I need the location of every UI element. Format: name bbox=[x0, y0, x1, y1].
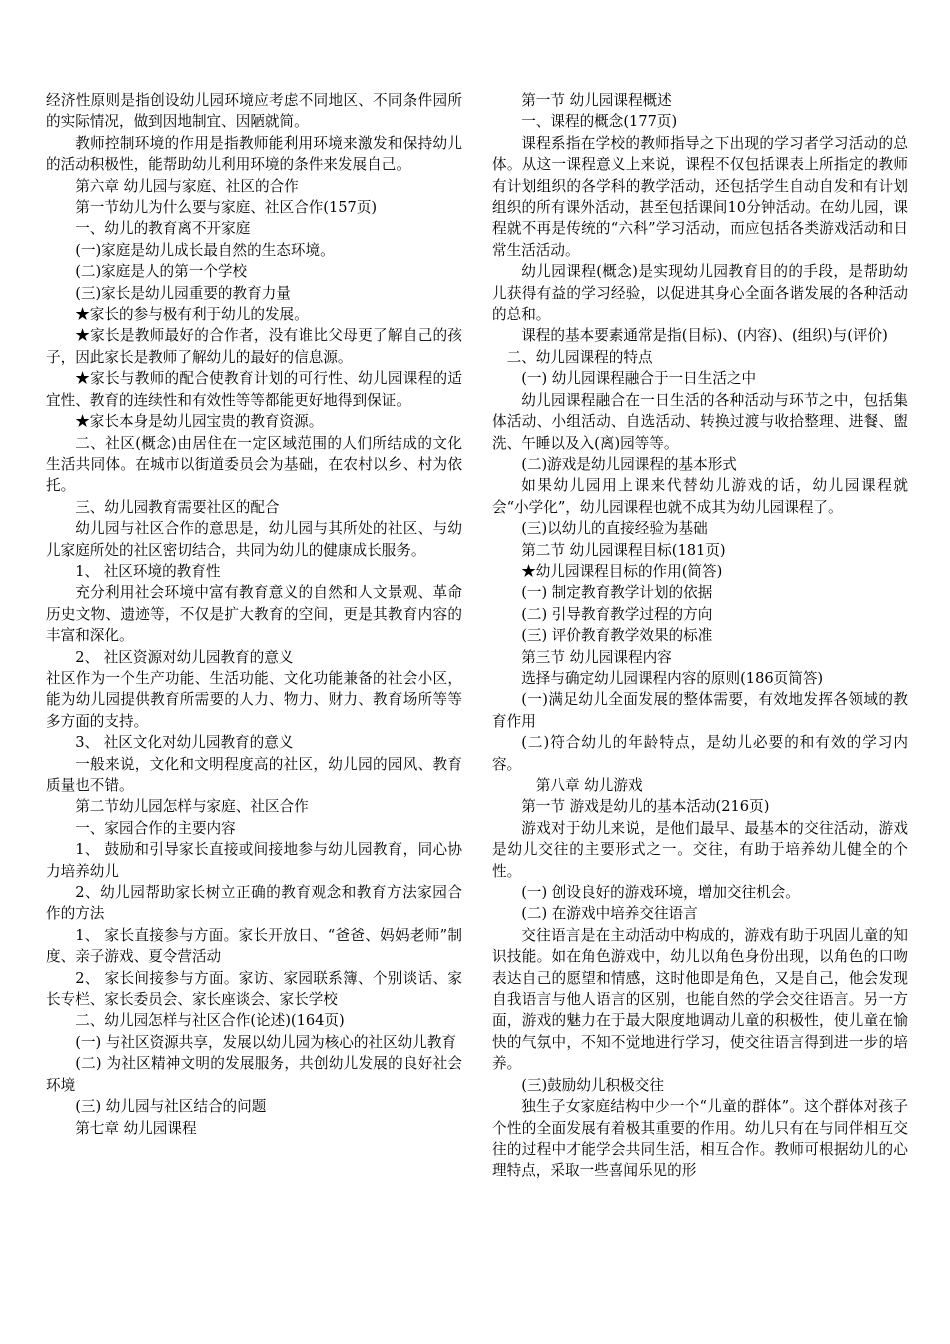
paragraph: 如果幼儿园用上课来代替幼儿游戏的话，幼儿园课程就会“小学化”，幼儿园课程也就不成其为幼儿园课程了。 bbox=[492, 477, 908, 516]
paragraph: 第二节幼儿园怎样与家庭、社区合作 bbox=[75, 798, 309, 816]
paragraph: ★家长是教师最好的合作者，没有谁比父母更了解自己的孩子，因此家长是教师了解幼儿的最好的信息源。 bbox=[46, 327, 462, 366]
paragraph: 三、幼儿园教育需要社区的配合 bbox=[75, 498, 280, 516]
paragraph: 幼儿园与社区合作的意思是，幼儿园与其所处的社区、与幼儿家庭所处的社区密切结合，共同为幼儿的健康成长服务。 bbox=[46, 520, 462, 559]
paragraph: 选择与确定幼儿园课程内容的原则(186页简答) bbox=[521, 669, 824, 687]
paragraph: 1、 家长直接参与方面。家长开放日、“爸爸、妈妈老师”制度、亲子游戏、夏令营活动 bbox=[46, 926, 462, 966]
paragraph: 社区作为一个生产功能、生活功能、文化功能兼备的社会小区，能为幼儿园提供教育所需要的人力、物力、财力、教育场所等等多方面的支持。 bbox=[46, 669, 462, 730]
paragraph: 课程系指在学校的教师指导之下出现的学习者学习活动的总体。从这一课程意义上来说，课程不仅包括课表上所指定的教师有计划组织的各学科的教学活动，还包括学生自动自发和有计划组织的所有课外活动，甚至包括课间10分钟活动。在幼儿园，课程就不再是传统的“六科”学习活动，而应包括各类游戏活动和日常生活活动。 bbox=[492, 134, 908, 259]
paragraph: 一般来说，文化和文明程度高的社区，幼儿园的园风、教育质量也不错。 bbox=[46, 755, 462, 794]
paragraph: 幼儿园课程融合在一日生活的各种活动与环节之中，包括集体活动、小组活动、自选活动、转换过渡与收拾整理、进餐、盥洗、午睡以及入(离)园等等。 bbox=[492, 391, 908, 452]
paragraph: (一)满足幼儿全面发展的整体需要，有效地发挥各领域的教育作用 bbox=[492, 691, 908, 730]
paragraph: 3、 社区文化对幼儿园教育的意义 bbox=[75, 734, 294, 752]
paragraph: (一) 创设良好的游戏环境，增加交往机会。 bbox=[521, 884, 800, 902]
paragraph: 2、 家长间接参与方面。家访、家园联系簿、个别谈话、家长专栏、家长委员会、家长座谈会、家长学校 bbox=[46, 969, 462, 1009]
paragraph: 1、 鼓励和引导家长直接或间接地参与幼儿园教育，同心协力培养幼儿 bbox=[46, 841, 462, 880]
paragraph: 游戏对于幼儿来说，是他们最早、最基本的交往活动，游戏是幼儿交往的主要形式之一。交往，有助于培养幼儿健全的个性。 bbox=[492, 819, 908, 880]
paragraph: 充分利用社会环境中富有教育意义的自然和人文景观、革命历史文物、遗迹等，不仅是扩大教育的空间，更是其教育内容的丰富和深化。 bbox=[46, 584, 462, 645]
paragraph: ★家长与教师的配合使教育计划的可行性、幼儿园课程的适宜性、教育的连续性和有效性等等都能更好地得到保证。 bbox=[46, 370, 462, 409]
paragraph: 第一节 游戏是幼儿的基本活动(216页) bbox=[521, 798, 770, 816]
paragraph: 一、家园合作的主要内容 bbox=[75, 819, 236, 837]
paragraph: 第一节 幼儿园课程概述 bbox=[521, 92, 672, 109]
paragraph: 课程的基本要素通常是指(目标)、(内容)、(组织)与(评价) bbox=[521, 327, 888, 345]
paragraph: 交往语言是在主动活动中构成的，游戏有助于巩固儿童的知识技能。如在角色游戏中，幼儿以角色身份出现，以角色的口吻表达自己的愿望和情感，这时他即是角色，又是自己，他会发现自我语言与他人语言的区别，也能自然的学会交往语言。另一方面，游戏的魅力在于最大限度地调动儿童的积极性，使儿童在愉快的气氛中，不知不觉地进行学习，使交往语言得到进一步的培养。 bbox=[492, 926, 908, 1073]
paragraph: (二) 在游戏中培养交往语言 bbox=[521, 905, 698, 923]
paragraph: ★幼儿园课程目标的作用(简答) bbox=[521, 562, 723, 580]
paragraph: (一)家庭是幼儿成长最自然的生态环境。 bbox=[75, 241, 335, 259]
paragraph: 第二节 幼儿园课程目标(181页) bbox=[521, 541, 726, 559]
paragraph: 一、课程的概念(177页) bbox=[521, 113, 678, 131]
paragraph: 第六章 幼儿园与家庭、社区的合作 bbox=[75, 177, 299, 195]
paragraph: 经济性原则是指创设幼儿园环境应考虑不同地区、不同条件园所的实际情况，做到因地制宜、因陋就简。 bbox=[46, 92, 462, 131]
right-column bbox=[492, 90, 908, 1182]
paragraph: 2、 社区资源对幼儿园教育的意义 bbox=[75, 648, 294, 666]
paragraph: 幼儿园课程(概念)是实现幼儿园教育目的的手段，是帮助幼儿获得有益的学习经验，以促进其身心全面各谐发展的各种活动的总和。 bbox=[492, 263, 908, 324]
paragraph: 二、幼儿园怎样与社区合作(论述)(164页) bbox=[75, 1012, 345, 1030]
paragraph: (二) 引导教育教学过程的方向 bbox=[521, 605, 713, 623]
paragraph: (二)家庭是人的第一个学校 bbox=[75, 263, 248, 281]
paragraph: 第一节幼儿为什么要与家庭、社区合作(157页) bbox=[75, 199, 378, 217]
paragraph: 第三节 幼儿园课程内容 bbox=[521, 648, 672, 666]
paragraph: (三)家长是幼儿园重要的教育力量 bbox=[75, 284, 291, 302]
paragraph: 第八章 幼儿游戏 bbox=[535, 777, 643, 794]
paragraph: 一、幼儿的教育离不开家庭 bbox=[75, 220, 251, 238]
paragraph: (三) 幼儿园与社区结合的问题 bbox=[75, 1098, 267, 1116]
paragraph: 二、社区(概念)由居住在一定区域范围的人们所结成的文化生活共同体。在城市以街道委员会为基础，在农村以乡、村为依托。 bbox=[46, 434, 462, 495]
paragraph: (三)以幼儿的直接经验为基础 bbox=[521, 520, 708, 538]
paragraph: ★家长本身是幼儿园宝贵的教育资源。 bbox=[75, 413, 324, 431]
paragraph: (一) 制定教育教学计划的依据 bbox=[521, 584, 713, 602]
paragraph: 独生子女家庭结构中少一个“儿童的群体”。这个群体对孩子个性的全面发展有着极其重要的作用。幼儿只有在与同伴相互交往的过程中才能学会共同生活，相互合作。教师可根据幼儿的心理特点，采取一些喜闻乐见的形 bbox=[492, 1098, 908, 1180]
paragraph: 1、 社区环境的教育性 bbox=[75, 562, 221, 580]
paragraph: ★家长的参与极有利于幼儿的发展。 bbox=[75, 306, 309, 324]
paragraph: 教师控制环境的作用是指教师能利用环境来激发和保持幼儿的活动积极性，能帮助幼儿利用环境的条件来发展自己。 bbox=[46, 134, 462, 174]
paragraph: 2、幼儿园帮助家长树立正确的教育观念和教育方法家园合作的方法 bbox=[46, 884, 462, 923]
paragraph: (二)游戏是幼儿园课程的基本形式 bbox=[521, 455, 737, 473]
paragraph: (二)符合幼儿的年龄特点，是幼儿必要的和有效的学习内容。 bbox=[492, 734, 908, 773]
paragraph: (一) 与社区资源共享，发展以幼儿园为核心的社区幼儿教育 bbox=[75, 1033, 457, 1051]
paragraph: (二) 为社区精神文明的发展服务，共创幼儿发展的良好社会环境 bbox=[46, 1055, 462, 1094]
left-column bbox=[46, 90, 462, 1139]
paragraph: (三)鼓励幼儿积极交往 bbox=[521, 1076, 664, 1094]
paragraph: (三) 评价教育教学效果的标准 bbox=[521, 627, 713, 645]
paragraph: (一) 幼儿园课程融合于一日生活之中 bbox=[521, 370, 757, 388]
paragraph: 二、幼儿园课程的特点 bbox=[506, 348, 653, 366]
paragraph: 第七章 幼儿园课程 bbox=[75, 1119, 197, 1137]
